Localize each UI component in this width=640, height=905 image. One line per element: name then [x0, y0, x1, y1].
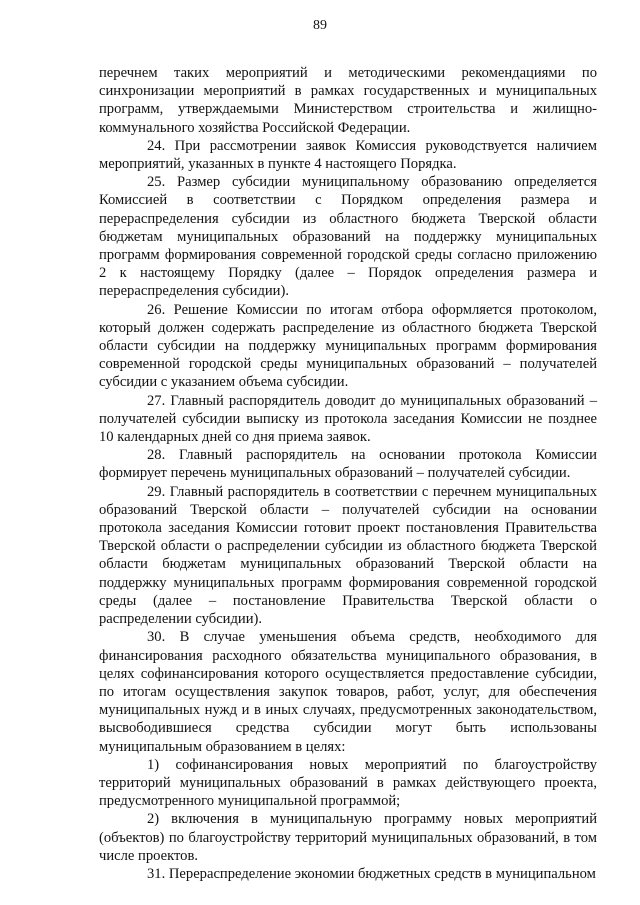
document-body — [99, 64, 597, 883]
paragraph-25: 25. Размер субсидии муниципальному образованию определяется Комиссией в соответствии с Порядком определения размера и перераспределения субсидии из областного бюджета Тверской области бюджетам муниципальных образований на поддержку муниципальных программ формирования современной городской среды согласно приложению 2 к настоящему Порядку (далее – Порядок определения размера и перераспределения субсидии). — [99, 174, 597, 300]
paragraph-continuation: перечнем таких мероприятий и методическими рекомендациями по синхронизации мероприятий в рамках государственных и муниципальных программ, утверждаемыми Министерством строительства и жилищно-коммунального хозяйства Российской Федерации. — [99, 65, 597, 136]
paragraph-30-item-2: 2) включения в муниципальную программу новых мероприятий (объектов) по благоустройству территорий муниципальных образований, в том числе проектов. — [99, 811, 597, 864]
paragraph-27: 27. Главный распорядитель доводит до муниципальных образований – получателей субсидии выписку из протокола заседания Комиссии не позднее 10 календарных дней со дня приема заявок. — [99, 392, 597, 446]
paragraph-26: 26. Решение Комиссии по итогам отбора оформляется протоколом, который должен содержать распределение из областного бюджета Тверской области субсидии на поддержку муниципальных программ формирования современной городской среды муниципальных образований – получателей субсидии с указанием объема субсидии. — [99, 301, 597, 391]
page-number: 89 — [313, 18, 327, 33]
paragraph-30-item-1: 1) софинансирования новых мероприятий по благоустройству территорий муниципальных образований в рамках действующего проекта, предусмотренного муниципальной программой; — [99, 756, 597, 810]
paragraph-24: 24. При рассмотрении заявок Комиссия руководствуется наличием мероприятий, указанных в пункте 4 настоящего Порядка. — [99, 137, 597, 173]
paragraph-28: 28. Главный распорядитель на основании протокола Комиссии формирует перечень муниципальных образований – получателей субсидии. — [99, 447, 597, 482]
paragraph-30: 30. В случае уменьшения объема средств, необходимого для финансирования расходного обязательства муниципального образования, в целях софинансирования которого осуществляется предоставление субсидии, по итогам осуществления закупок товаров, работ, услуг, для обеспечения муниципальных нужд и в иных случаях, предусмотренных законодательством, высвободившиеся средства субсидии могут быть использованы муниципальным образованием в целях: — [99, 629, 597, 755]
paragraph-29: 29. Главный распорядитель в соответствии с перечнем муниципальных образований Тверской области – получателей субсидии на основании протокола заседания Комиссии готовит проект постановления Правительства Тверской области о распределении субсидии из областного бюджета Тверской области бюджетам муниципальных образований Тверской области на поддержку муниципальных программ формирования современной городской среды (далее – постановление Правительства Тверской области о распределении субсидии). — [99, 483, 597, 628]
paragraph-31: 31. Перераспределение экономии бюджетных средств в муниципальном — [147, 865, 596, 882]
